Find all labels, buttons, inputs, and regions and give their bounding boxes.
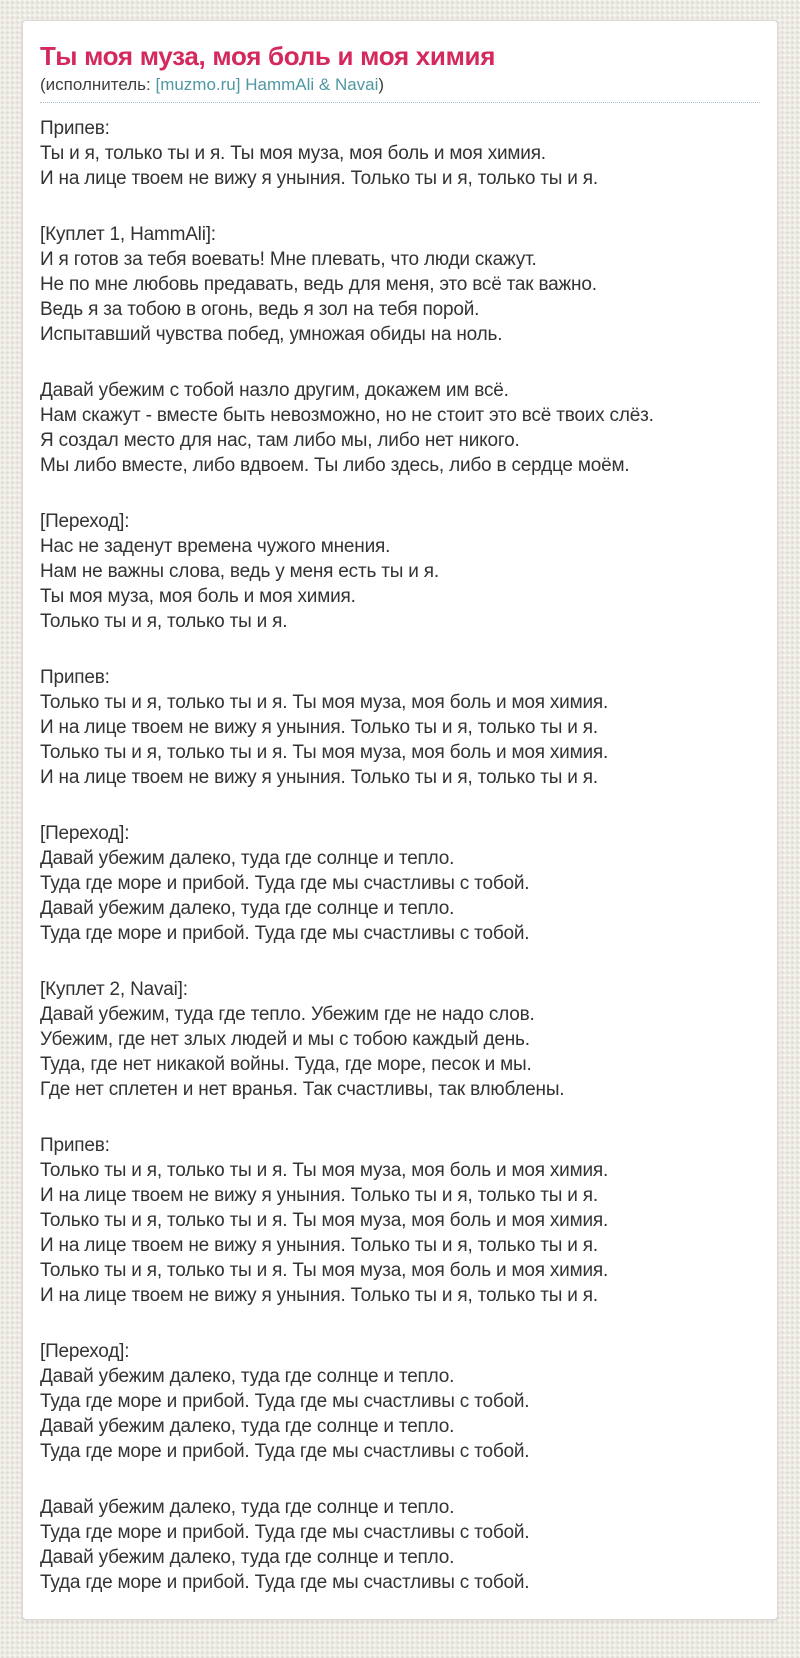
- lyrics-block-label: [Переход]:: [40, 1341, 130, 1362]
- page-background: [0, 20, 800, 1620]
- lyrics-line: Только ты и я, только ты и я. Ты моя муза, моя боль и моя химия.: [40, 1260, 609, 1281]
- lyrics-line: Только ты и я, только ты и я.: [40, 611, 288, 632]
- lyrics-line: Туда где море и прибой. Туда где мы счастливы с тобой.: [40, 923, 530, 944]
- artist-label: (исполнитель:: [40, 75, 151, 94]
- lyrics-line: Туда, где нет никакой войны. Туда, где море, песок и мы.: [40, 1054, 532, 1075]
- lyrics-block-label: Припев:: [40, 1135, 110, 1156]
- lyrics-line: И на лице твоем не вижу я уныния. Только ты и я, только ты и я.: [40, 767, 598, 788]
- lyrics-line: И на лице твоем не вижу я уныния. Только ты и я, только ты и я.: [40, 1185, 598, 1206]
- lyrics-line: И на лице твоем не вижу я уныния. Только ты и я, только ты и я.: [40, 168, 598, 189]
- lyrics-line: Только ты и я, только ты и я. Ты моя муза, моя боль и моя химия.: [40, 1160, 609, 1181]
- lyrics-line: Нам не важны слова, ведь у меня есть ты и я.: [40, 561, 439, 582]
- lyrics-line: Я создал место для нас, там либо мы, либо нет никого.: [40, 430, 520, 451]
- lyrics-line: Туда где море и прибой. Туда где мы счастливы с тобой.: [40, 1441, 530, 1462]
- lyrics-block: [40, 1495, 760, 1595]
- lyrics-line: Испытавший чувства побед, умножая обиды на ноль.: [40, 324, 503, 345]
- lyrics-line: И на лице твоем не вижу я уныния. Только ты и я, только ты и я.: [40, 1285, 598, 1306]
- lyrics-line: Где нет сплетен и нет вранья. Так счастливы, так влюблены.: [40, 1079, 565, 1100]
- lyrics-line: Давай убежим далеко, туда где солнце и тепло.: [40, 848, 455, 869]
- lyrics-block: [40, 1133, 760, 1308]
- lyrics-line: Не по мне любовь предавать, ведь для меня, это всё так важно.: [40, 274, 597, 295]
- lyrics-text: [40, 116, 760, 1595]
- lyrics-block: [40, 509, 760, 634]
- lyrics-line: Туда где море и прибой. Туда где мы счастливы с тобой.: [40, 1391, 530, 1412]
- lyrics-line: Давай убежим, туда где тепло. Убежим где не надо слов.: [40, 1004, 535, 1025]
- lyrics-block: [40, 977, 760, 1102]
- lyrics-line: Туда где море и прибой. Туда где мы счастливы с тобой.: [40, 1522, 530, 1543]
- song-title: Ты моя муза, моя боль и моя химия: [40, 41, 496, 71]
- lyrics-block-label: [Переход]:: [40, 511, 130, 532]
- lyrics-line: И я готов за тебя воевать! Мне плевать, что люди скажут.: [40, 249, 537, 270]
- lyrics-line: Давай убежим далеко, туда где солнце и тепло.: [40, 898, 455, 919]
- lyrics-block: [40, 116, 760, 191]
- lyrics-line: Ты моя муза, моя боль и моя химия.: [40, 586, 356, 607]
- lyrics-line: Убежим, где нет злых людей и мы с тобою каждый день.: [40, 1029, 530, 1050]
- artist-link[interactable]: [muzmo.ru] HammAli & Navai: [155, 75, 379, 94]
- lyrics-block: [40, 665, 760, 790]
- lyrics-line: Давай убежим далеко, туда где солнце и тепло.: [40, 1497, 455, 1518]
- lyrics-block: [40, 821, 760, 946]
- lyrics-block-label: [Куплет 1, HammAli]:: [40, 224, 216, 245]
- lyrics-block: [40, 1339, 760, 1464]
- lyrics-line: Мы либо вместе, либо вдвоем. Ты либо здесь, либо в сердце моём.: [40, 455, 630, 476]
- lyrics-line: Ведь я за тобою в огонь, ведь я зол на тебя порой.: [40, 299, 480, 320]
- lyrics-line: Нас не заденут времена чужого мнения.: [40, 536, 391, 557]
- lyrics-block-label: [Куплет 2, Navai]:: [40, 979, 188, 1000]
- artist-line: [40, 74, 760, 103]
- lyrics-line: Давай убежим далеко, туда где солнце и тепло.: [40, 1416, 455, 1437]
- lyrics-line: Давай убежим далеко, туда где солнце и тепло.: [40, 1547, 455, 1568]
- lyrics-line: Туда где море и прибой. Туда где мы счастливы с тобой.: [40, 1572, 530, 1593]
- lyrics-block-label: Припев:: [40, 667, 110, 688]
- lyrics-line: И на лице твоем не вижу я уныния. Только ты и я, только ты и я.: [40, 1235, 598, 1256]
- lyrics-block: [40, 378, 760, 478]
- lyrics-block: [40, 222, 760, 347]
- lyrics-line: Нам скажут - вместе быть невозможно, но не стоит это всё твоих слёз.: [40, 405, 654, 426]
- lyrics-line: И на лице твоем не вижу я уныния. Только ты и я, только ты и я.: [40, 717, 598, 738]
- lyrics-line: Только ты и я, только ты и я. Ты моя муза, моя боль и моя химия.: [40, 742, 609, 763]
- lyrics-line: Ты и я, только ты и я. Ты моя муза, моя боль и моя химия.: [40, 143, 546, 164]
- lyrics-card: [22, 20, 778, 1620]
- lyrics-block-label: Припев:: [40, 118, 110, 139]
- artist-suffix: ): [378, 75, 385, 94]
- lyrics-line: Только ты и я, только ты и я. Ты моя муза, моя боль и моя химия.: [40, 1210, 609, 1231]
- lyrics-line: Туда где море и прибой. Туда где мы счастливы с тобой.: [40, 873, 530, 894]
- lyrics-line: Давай убежим с тобой назло другим, докажем им всё.: [40, 380, 509, 401]
- lyrics-line: Давай убежим далеко, туда где солнце и тепло.: [40, 1366, 455, 1387]
- lyrics-line: Только ты и я, только ты и я. Ты моя муза, моя боль и моя химия.: [40, 692, 609, 713]
- lyrics-block-label: [Переход]:: [40, 823, 130, 844]
